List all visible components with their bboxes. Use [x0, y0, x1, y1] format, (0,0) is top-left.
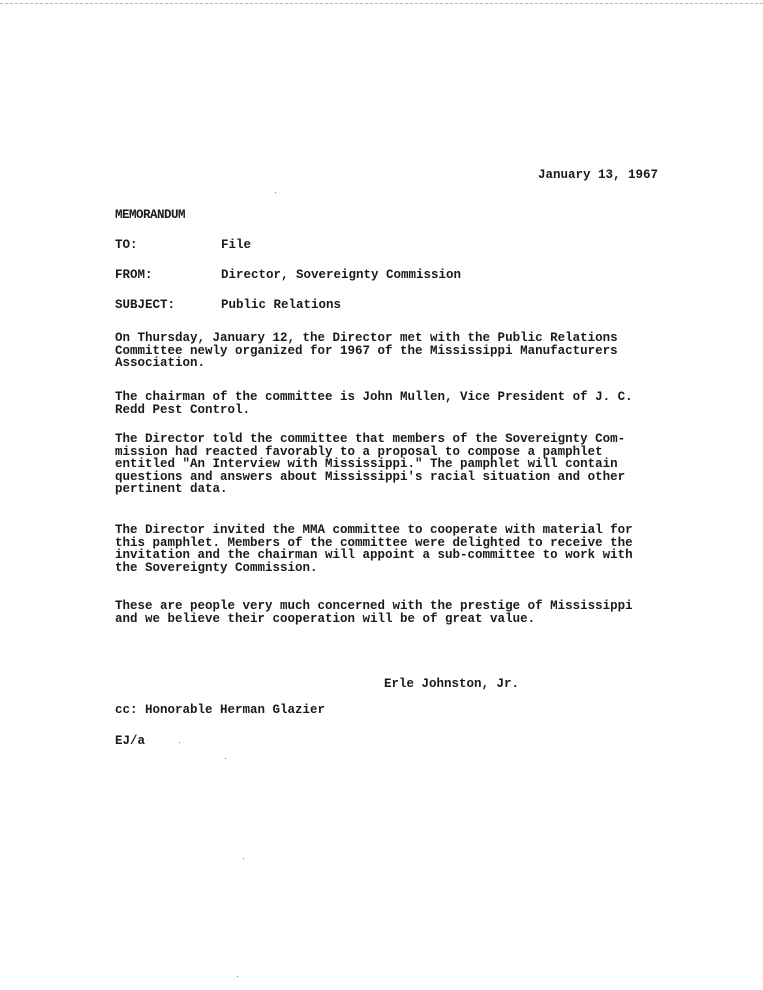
paragraph-line: The Director invited the MMA committee to cooperate with material for — [115, 523, 633, 537]
header-from — [115, 268, 461, 282]
scan-speck — [237, 976, 238, 977]
paragraph-line: The chairman of the committee is John Mullen, Vice President of J. C. — [115, 390, 633, 404]
header-from-value: Director, Sovereignty Commission — [221, 268, 462, 282]
paragraph-line: invitation and the chairman will appoint a sub-committee to work with — [115, 548, 633, 563]
memo-title: MEMORANDUM — [115, 208, 186, 222]
header-to — [115, 238, 251, 252]
paragraph-5 — [115, 600, 645, 625]
scan-speck — [275, 192, 276, 193]
paragraph-line: this pamphlet. Members of the committee were delighted to receive the — [115, 535, 633, 550]
signature: Erle Johnston, Jr. — [384, 677, 520, 691]
paragraph-line: These are people very much concerned with the prestige of Mississippi — [115, 599, 633, 613]
paragraph-line: Committee newly organized for 1967 of the Mississippi Manufacturers — [115, 343, 618, 358]
header-subject — [115, 298, 341, 312]
scan-edge-line — [0, 3, 763, 4]
paragraph-line: pertinent data. — [115, 482, 228, 497]
paragraph-4 — [115, 524, 645, 574]
paragraph-line: On Thursday, January 12, the Director met with the Public Relations — [115, 331, 618, 345]
scan-speck — [179, 742, 180, 743]
header-subject-label: SUBJECT: — [115, 298, 176, 312]
typist-initials: EJ/a — [115, 734, 146, 748]
header-subject-value: Public Relations — [221, 298, 342, 312]
paragraph-3 — [115, 433, 645, 496]
scan-speck — [243, 858, 244, 859]
scan-speck — [225, 758, 226, 759]
header-to-label: TO: — [115, 238, 138, 252]
paragraph-line: Redd Pest Control. — [115, 402, 251, 417]
paragraph-line: The Director told the committee that members of the Sovereignty Com- — [115, 432, 626, 446]
paragraph-2 — [115, 391, 645, 416]
paragraph-line: and we believe their cooperation will be of great value. — [115, 611, 536, 626]
memo-date: January 13, 1967 — [538, 168, 659, 182]
paragraph-line: Association. — [115, 356, 206, 371]
paragraph-line: questions and answers about Mississippi's racial situation and other — [115, 469, 626, 484]
paragraph-line: entitled "An Interview with Mississippi." The pamphlet will contain — [115, 457, 618, 472]
paragraph-line: mission had reacted favorably to a proposal to compose a pamphlet — [115, 444, 603, 459]
header-to-value: File — [221, 238, 252, 252]
cc-line: cc: Honorable Herman Glazier — [115, 703, 326, 717]
paragraph-1 — [115, 332, 645, 370]
header-from-label: FROM: — [115, 268, 153, 282]
paragraph-line: the Sovereignty Commission. — [115, 560, 318, 575]
